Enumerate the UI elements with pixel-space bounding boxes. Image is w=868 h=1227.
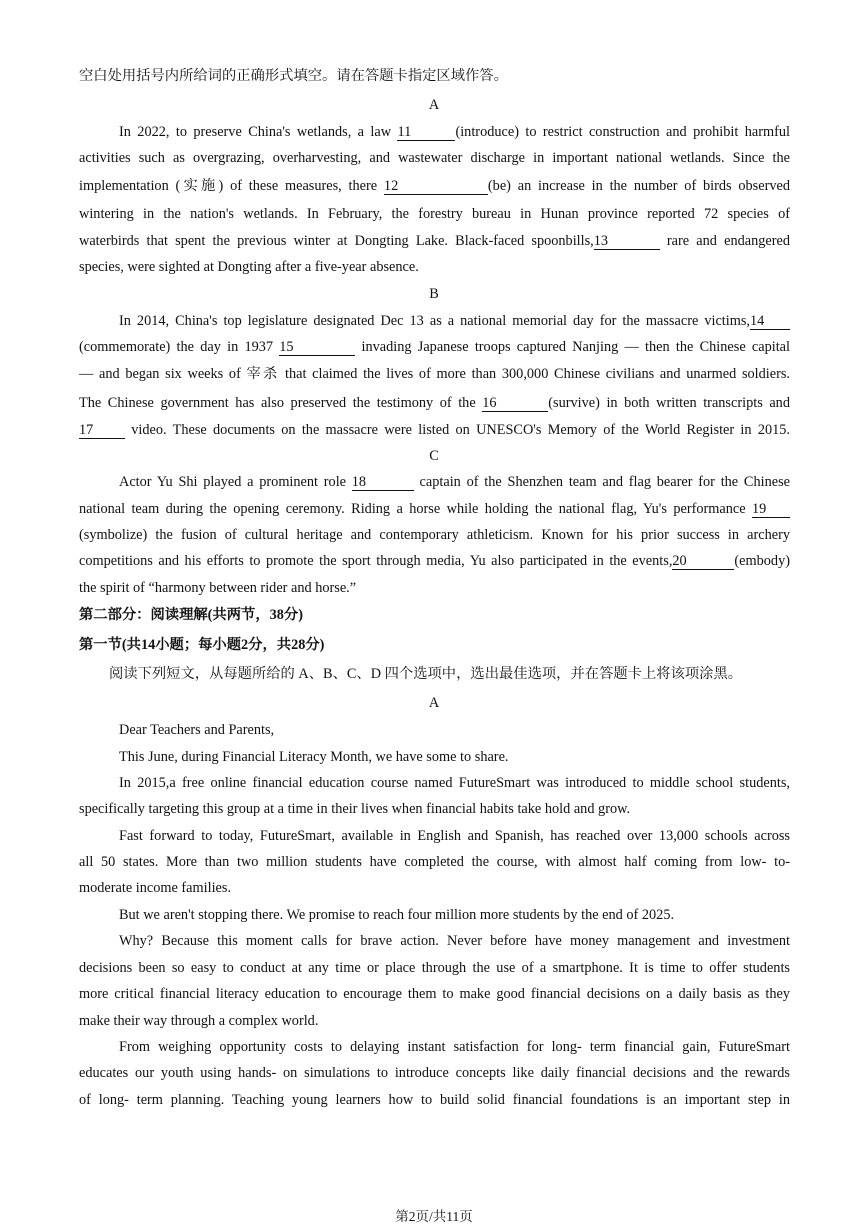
reading-a-label: A — [428, 695, 440, 711]
passage-a-line-6: species, were sighted at Dongting after a five-year absence. — [79, 259, 419, 275]
section1-heading: 第一节(共14小题；每小题2分，共28分) — [79, 637, 325, 653]
blank-17[interactable]: 17 — [79, 422, 125, 439]
passage-a-label: A — [428, 97, 440, 113]
passage-b-line-4: The Chinese government has also preserved the testimony of the 16 (survive) in both written transcripts and — [79, 395, 790, 411]
passage-c-label: C — [429, 448, 439, 464]
letter-paragraph-5-line-1: Why? Because this moment calls for brave action. Never before have money management and investment — [119, 933, 790, 949]
letter-paragraph-2-line-2: specifically targeting this group at a time in their lives when financial habits take hold and grow. — [79, 801, 631, 817]
letter-paragraph-3-line-1: Fast forward to today, FutureSmart, available in English and Spanish, has reached over 13,000 schools across — [119, 828, 790, 844]
passage-b-label: B — [429, 286, 439, 302]
letter-paragraph-6-line-1: From weighing opportunity costs to delaying instant satisfaction for long- term financial gain, FutureSmart — [119, 1039, 790, 1055]
letter-paragraph-2-line-1: In 2015,a free online financial education course named FutureSmart was introduced to middle school students, — [119, 775, 790, 791]
part2-heading: 第二部分：阅读理解(共两节，38分) — [79, 607, 303, 623]
passage-c-line-4: competitions and his efforts to promote the sport through media, Yu also participated in the events,20 (embody) — [79, 553, 790, 569]
letter-paragraph-6-line-3: of long- term planning. Teaching young learners how to build solid financial foundations is an important step in — [79, 1092, 790, 1108]
passage-c-line-3: (symbolize) the fusion of cultural heritage and contemporary athleticism. Known for his prior success in archery — [79, 527, 790, 543]
passage-a-line-4: wintering in the nation's wetlands. In February, the forestry bureau in Hunan province reported 72 species of — [79, 206, 790, 222]
passage-b-line-1: In 2014, China's top legislature designated Dec 13 as a national memorial day for the massacre victims,14 — [119, 311, 790, 331]
blank-18[interactable]: 18 — [352, 474, 414, 491]
passage-c-line-5: the spirit of “harmony between rider and horse.” — [79, 580, 357, 596]
blank-13[interactable]: 13 — [594, 233, 660, 250]
blank-14[interactable]: 14 — [750, 313, 790, 330]
blank-16[interactable]: 16 — [482, 395, 548, 412]
passage-b-line-2: (commemorate) the day in 1937 15 invading Japanese troops captured Nanjing — then the Chinese capital — [79, 339, 790, 355]
reading-instruction: 阅读下列短文，从每题所给的 A、B、C、D 四个选项中，选出最佳选项，并在答题卡上将该项涂黑。 — [109, 666, 743, 682]
letter-paragraph-3-line-3: moderate income families. — [79, 880, 232, 896]
page-number: 第2页/共11页 — [395, 1209, 473, 1224]
passage-a-line-2: activities such as overgrazing, overharvesting, and wastewater discharge in important national wetlands. Since the — [79, 150, 790, 166]
passage-a-line-1: In 2022, to preserve China's wetlands, a law 11 (introduce) to restrict construction and prohibit harmful — [119, 124, 790, 140]
letter-paragraph-6-line-2: educates our youth using hands- on simulations to introduce concepts like daily financial decisions and the rewards — [79, 1065, 790, 1081]
blank-20[interactable]: 20 — [672, 553, 734, 570]
letter-paragraph-4: But we aren't stopping there. We promise to reach four million more students by the end of 2025. — [119, 907, 675, 923]
passage-b-line-5: 17 video. These documents on the massacre were listed on UNESCO's Memory of the World Register in 2015. — [79, 422, 790, 438]
passage-a-line-5: waterbirds that spent the previous winter at Dongting Lake. Black-faced spoonbills,13 rare and endangered — [79, 233, 790, 249]
letter-paragraph-5-line-4: make their way through a complex world. — [79, 1013, 319, 1029]
letter-greeting: Dear Teachers and Parents, — [119, 722, 275, 738]
letter-paragraph-1: This June, during Financial Literacy Month, we have some to share. — [119, 749, 509, 765]
blank-19[interactable]: 19 — [752, 501, 790, 518]
letter-paragraph-5-line-2: decisions been so easy to conduct at any time or place through the use of a smartphone. It is time to offer students — [79, 960, 790, 976]
instruction-line: 空白处用括号内所给词的正确形式填空。请在答题卡指定区域作答。 — [79, 68, 508, 84]
passage-b-line-3: — and began six weeks of 宰杀 that claimed the lives of more than 300,000 Chinese civilians and unarmed soldiers. — [79, 366, 790, 382]
passage-c-line-1: Actor Yu Shi played a prominent role 18 captain of the Shenzhen team and flag bearer for the Chinese — [119, 474, 790, 490]
blank-11[interactable]: 11 — [397, 124, 455, 141]
blank-15[interactable]: 15 — [279, 339, 355, 356]
blank-12[interactable]: 12 — [384, 178, 488, 195]
passage-c-line-2: national team during the opening ceremony. Riding a horse while holding the national flag, Yu's performance 19 — [79, 499, 790, 519]
letter-paragraph-3-line-2: all 50 states. More than two million students have completed the course, with almost half coming from low- to- — [79, 854, 790, 870]
passage-a-line-3: implementation (实施) of these measures, there 12 (be) an increase in the number of birds observed — [79, 178, 790, 194]
letter-paragraph-5-line-3: more critical financial literacy education to encourage them to make good financial decisions on a daily basis as they — [79, 986, 790, 1002]
